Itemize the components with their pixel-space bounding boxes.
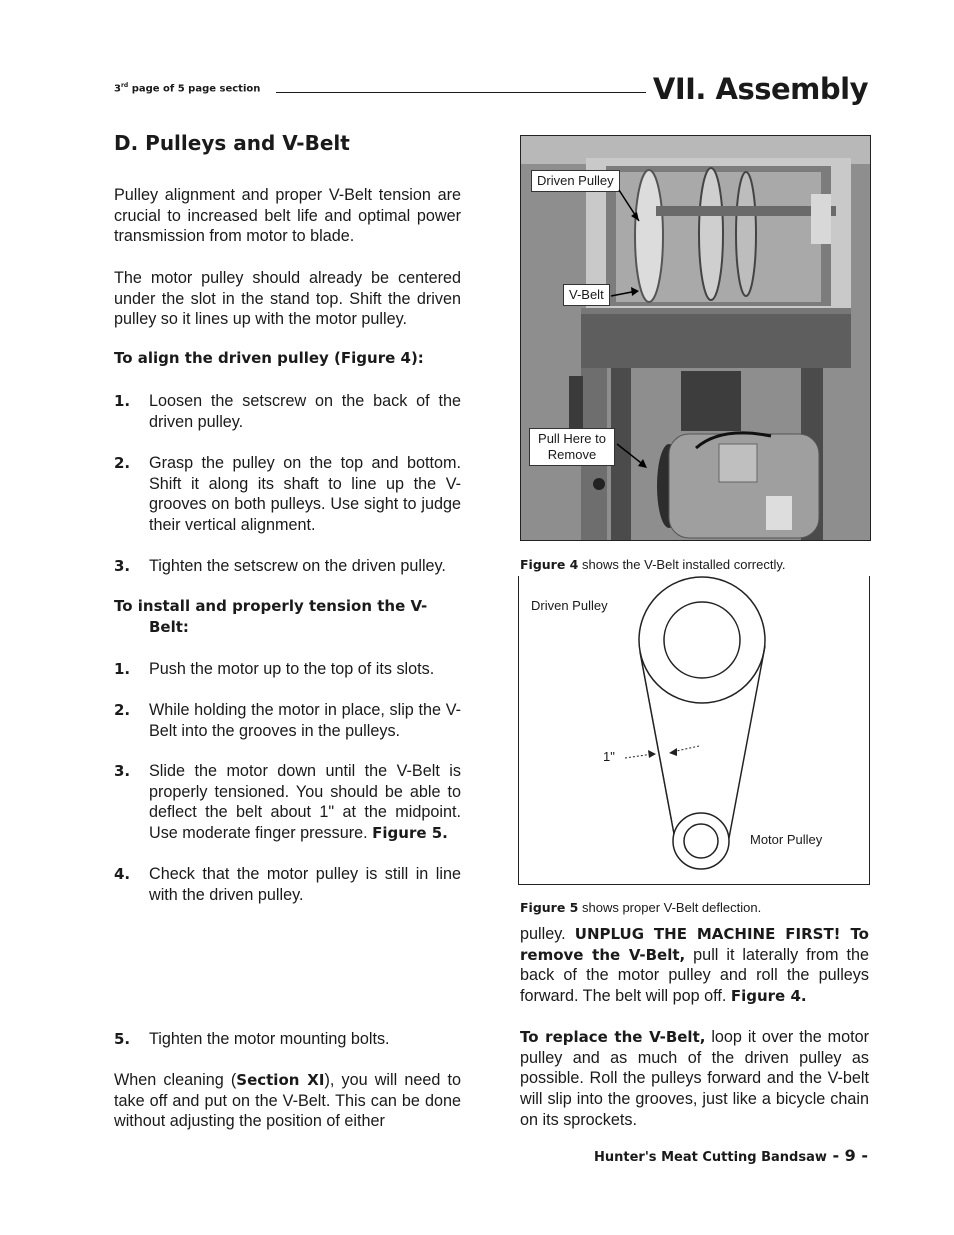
align-step: 3. Tighten the setscrew on the driven pulley. — [114, 557, 446, 575]
replace-belt-paragraph: To replace the V-Belt, loop it over the motor pulley and as much of the driven pulley as possible. Roll the pulleys forward and the V-belt will slip into the grooves, just like a bicycle chain on its sprockets. — [520, 1028, 869, 1129]
figure-4-photo — [520, 135, 871, 541]
figure-5-diagram — [518, 576, 870, 885]
figure-4-caption: Figure 4 shows the V-Belt installed correctly. — [520, 557, 786, 572]
align-step: 1. Loosen the setscrew on the back of the driven pulley. — [114, 392, 461, 431]
page-note: 3rd page of 5 page section — [114, 82, 261, 95]
header-rule — [276, 92, 646, 93]
subsection-title: D. Pulleys and V-Belt — [114, 131, 350, 155]
callout-driven-pulley: Driven Pulley — [531, 170, 620, 192]
page-footer: Hunter's Meat Cutting Bandsaw - 9 - — [594, 1146, 868, 1165]
cleaning-paragraph: When cleaning (Section XI), you will need to take off and put on the V-Belt. This can be done without adjusting the position of either — [114, 1071, 461, 1131]
motor-pulley-paragraph: The motor pulley should already be centered under the slot in the stand top. Shift the driven pulley so it lines up with the motor pulley. — [114, 269, 461, 329]
install-step: 1. Push the motor up to the top of its slots. — [114, 660, 435, 678]
label-driven-pulley: Driven Pulley — [531, 598, 608, 613]
section-title: VII. Assembly — [652, 72, 868, 106]
label-motor-pulley: Motor Pulley — [750, 832, 823, 847]
callout-pull-here: Pull Here to Remove — [529, 428, 615, 466]
install-step: 2. While holding the motor in place, slip the V-Belt into the grooves in the pulleys. — [114, 701, 461, 740]
align-heading: To align the driven pulley (Figure 4): — [114, 349, 424, 367]
callout-arrows — [521, 136, 870, 540]
install-step: 3. Slide the motor down until the V-Belt is properly tensioned. You should be able to deflect the belt about 1" at the midpoint. Use moderate finger pressure. Figure 5. — [114, 762, 461, 843]
install-step: 5. Tighten the motor mounting bolts. — [114, 1030, 390, 1048]
label-deflection: 1" — [603, 749, 615, 764]
install-step: 4. Check that the motor pulley is still in line with the driven pulley. — [114, 865, 461, 904]
figure-5-caption: Figure 5 shows proper V-Belt deflection. — [520, 900, 762, 915]
align-step: 2. Grasp the pulley on the top and bottom. Shift it along its shaft to line up the V-grooves on both pulleys. Use sight to judge their vertical alignment. — [114, 454, 461, 535]
callout-v-belt: V-Belt — [563, 284, 610, 306]
install-heading: To install and properly tension the V- Belt: — [114, 597, 428, 636]
remove-belt-paragraph: pulley. UNPLUG THE MACHINE FIRST! To remove the V-Belt, pull it laterally from the back of the motor pulley and roll the pulleys forward. The belt will pop off. Figure 4. — [520, 925, 869, 1006]
intro-paragraph: Pulley alignment and proper V-Belt tension are crucial to increased belt life and optimal power transmission from motor to blade. — [114, 186, 461, 246]
